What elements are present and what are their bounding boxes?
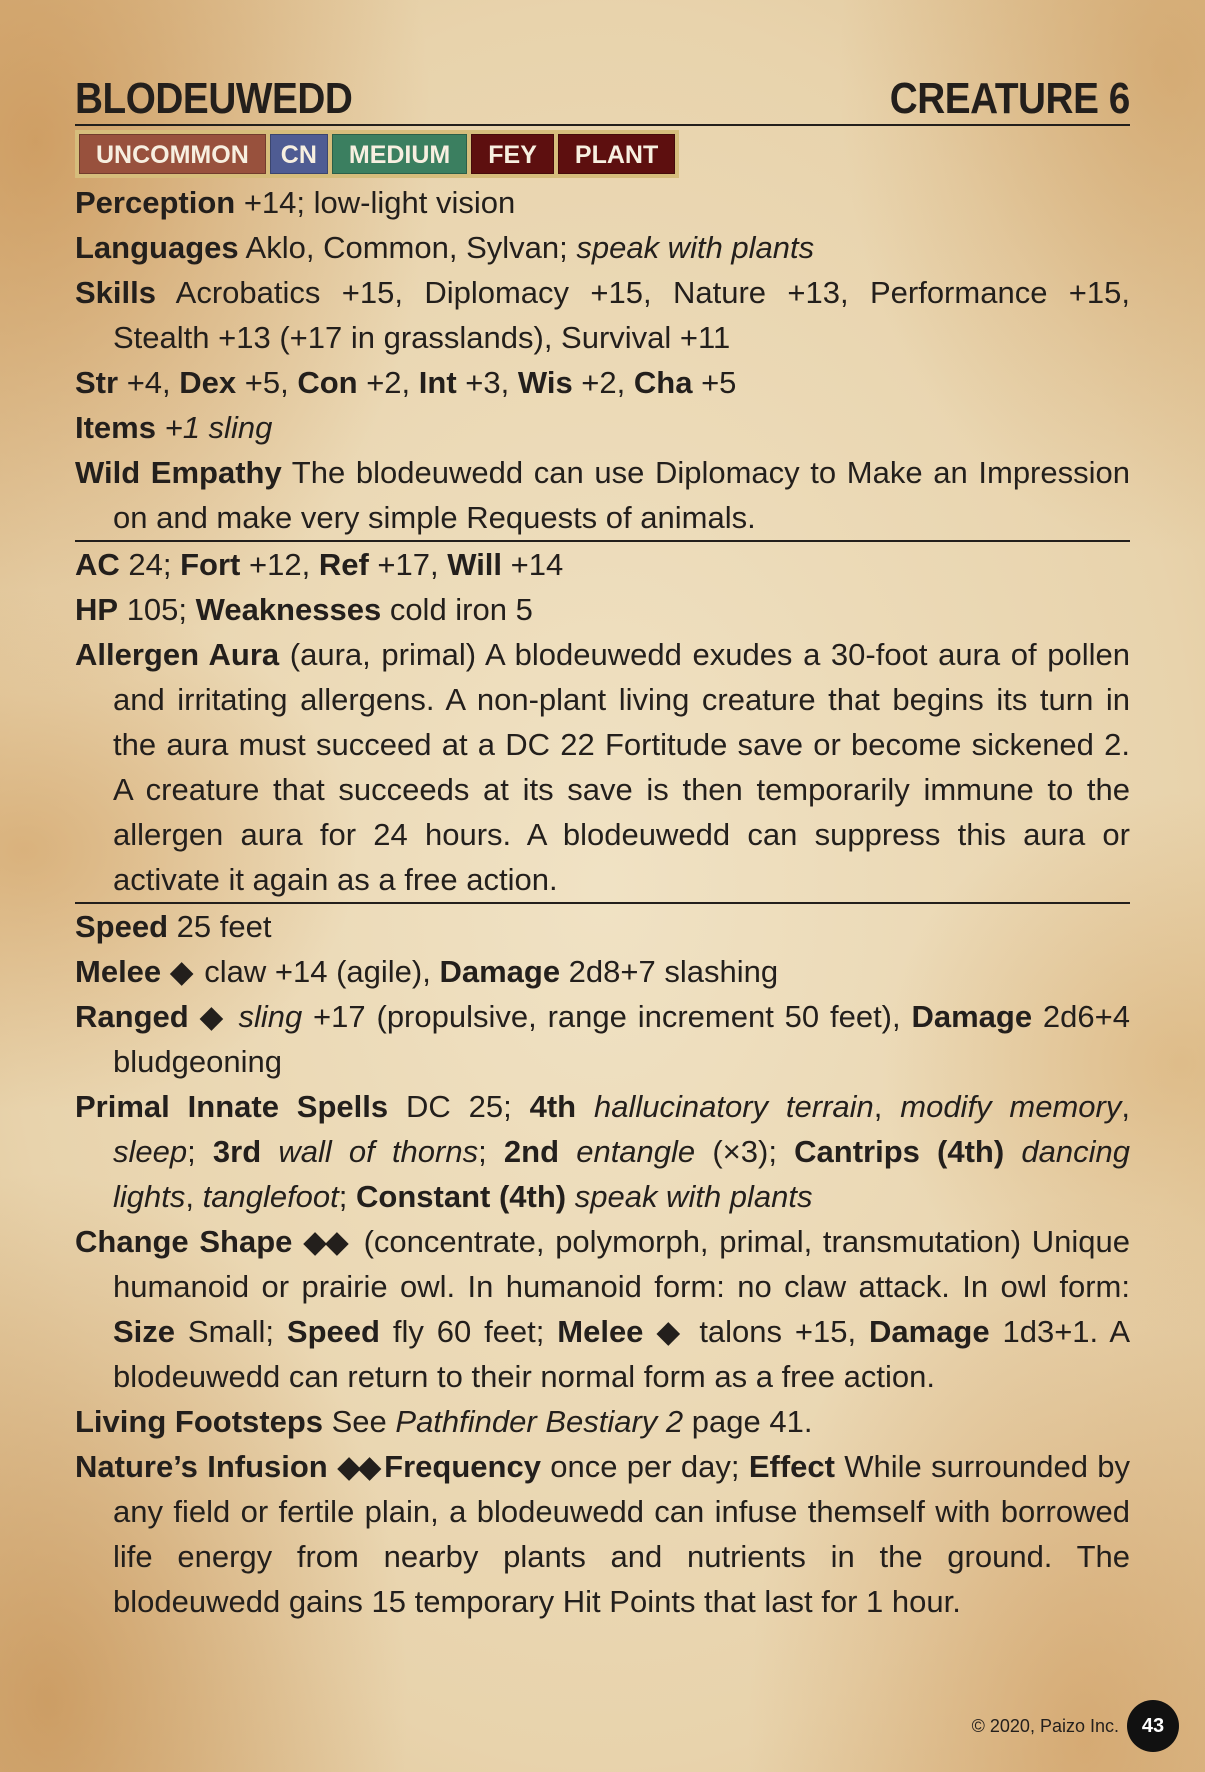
ac-value: 24; xyxy=(119,547,181,582)
weaknesses-value: cold iron 5 xyxy=(381,592,533,627)
str-value: +4, xyxy=(118,365,180,400)
change-shape-text: (concentrate, polymorph, primal, transmutation) Unique humanoid or prairie owl. In humanoid form: no claw attack. In owl form: xyxy=(113,1224,1130,1304)
wild-empathy-text: The blodeuwedd can use Diplomacy to Make an Impression on and make very simple Requests of animals. xyxy=(113,455,1130,535)
will-label: Will xyxy=(447,547,503,582)
ac-label: AC xyxy=(75,547,120,582)
two-action-icon: ◆◆ xyxy=(303,1224,347,1259)
separator: , xyxy=(185,1179,203,1214)
ranged-text: +17 (propulsive, range increment 50 feet), xyxy=(302,999,912,1034)
items-line xyxy=(75,405,1130,450)
cantrip-spell: dancing lights xyxy=(113,1134,1130,1214)
melee-line xyxy=(75,949,1130,994)
ref-label: Ref xyxy=(318,547,369,582)
dex-label: Dex xyxy=(179,365,237,400)
fort-value: +12, xyxy=(240,547,319,582)
owl-speed-label: Speed xyxy=(286,1314,380,1349)
con-label: Con xyxy=(297,365,358,400)
natures-infusion-line xyxy=(75,1444,1130,1624)
int-value: +3, xyxy=(456,365,518,400)
con-value: +2, xyxy=(357,365,419,400)
fort-label: Fort xyxy=(180,547,241,582)
skills-line xyxy=(75,270,1130,360)
skills-value: Acrobatics +15, Diplomacy +15, Nature +13, Performance +15, Stealth +13 (+17 in grasslands), Survival +11 xyxy=(113,275,1130,355)
rank-3-spell: wall of thorns xyxy=(261,1134,479,1169)
languages-line xyxy=(75,225,1130,270)
wild-empathy-line xyxy=(75,450,1130,540)
skills-label: Skills xyxy=(75,275,156,310)
owl-speed-value: fly 60 feet; xyxy=(379,1314,558,1349)
allergen-aura-line xyxy=(75,632,1130,902)
defense-line xyxy=(75,542,1130,587)
rank-4-spell: modify memory xyxy=(900,1089,1122,1124)
owl-melee-value: talons +15, xyxy=(686,1314,869,1349)
cha-label: Cha xyxy=(633,365,693,400)
speed-line xyxy=(75,904,1130,949)
hp-value: 105; xyxy=(118,592,196,627)
rank-4-spell: sleep xyxy=(113,1134,188,1169)
trait-fey: FEY xyxy=(471,134,554,174)
owl-damage-label: Damage xyxy=(869,1314,990,1349)
speed-label: Speed xyxy=(75,909,169,944)
owl-damage-value: 1d3+1. A blodeuwedd can return to their normal form as a free action. xyxy=(113,1314,1131,1394)
spells-dc: DC 25; xyxy=(388,1089,530,1124)
ranged-damage-value: 2d6+4 bludgeoning xyxy=(113,999,1130,1079)
perception-value: +14; low-light vision xyxy=(235,185,516,220)
items-value: +1 sling xyxy=(155,410,273,445)
dex-value: +5, xyxy=(236,365,298,400)
allergen-aura-text: (aura, primal) A blodeuwedd exudes a 30-foot aura of pollen and irritating allergens. A non-plant living creature that begins its turn in the aura must succeed at a DC 22 Fortitude save or become sickened 2. A creature that succeeds at its save is then temporarily immune to the allergen aura for 24 hours. A blodeuwedd can suppress this aura or activate it again as a free action. xyxy=(113,637,1130,897)
effect-value: While surrounded by any field or fertile plain, a blodeuwedd can infuse themself with borrowed life energy from nearby plants and nutrients in the ground. The blodeuwedd gains 15 temporary Hit Points that last for 1 hour. xyxy=(113,1449,1130,1619)
hp-label: HP xyxy=(75,592,119,627)
will-value: +14 xyxy=(502,547,564,582)
frequency-label: Frequency xyxy=(384,1449,541,1484)
melee-text: claw +14 (agile), xyxy=(195,954,440,989)
str-label: Str xyxy=(75,365,119,400)
separator: ; xyxy=(338,1179,357,1214)
ability-scores-line xyxy=(75,360,1130,405)
constant-label: Constant (4th) xyxy=(356,1179,567,1214)
trait-list xyxy=(75,130,679,178)
owl-size-label: Size xyxy=(113,1314,176,1349)
rank-2-spell: entangle xyxy=(559,1134,696,1169)
cantrip-spell: tanglefoot xyxy=(202,1179,339,1214)
frequency-value: once per day; xyxy=(540,1449,749,1484)
separator: ; xyxy=(478,1134,504,1169)
separator: , xyxy=(1121,1089,1130,1124)
ref-value: +17, xyxy=(368,547,448,582)
rank-3-label: 3rd xyxy=(212,1134,262,1169)
ranged-weapon: sling xyxy=(227,999,303,1034)
creature-name: BLODEUWEDD xyxy=(75,74,353,123)
ranged-damage-label: Damage xyxy=(911,999,1033,1034)
languages-value: Aklo, Common, Sylvan; xyxy=(238,230,577,265)
change-shape-line xyxy=(75,1219,1130,1399)
trait-plant: PLANT xyxy=(558,134,675,174)
trait-uncommon: UNCOMMON xyxy=(79,134,266,174)
effect-label: Effect xyxy=(748,1449,835,1484)
languages-label: Languages xyxy=(75,230,239,265)
title-row xyxy=(75,62,1130,126)
speed-value: 25 feet xyxy=(168,909,272,944)
living-footsteps-source: Pathfinder Bestiary 2 xyxy=(395,1404,684,1439)
cha-value: +5 xyxy=(692,365,737,400)
languages-italic: speak with plants xyxy=(576,230,815,265)
ranged-line xyxy=(75,994,1130,1084)
perception-label: Perception xyxy=(75,185,236,220)
melee-damage-label: Damage xyxy=(439,954,561,989)
owl-melee-label: Melee xyxy=(557,1314,644,1349)
rank-4-label: 4th xyxy=(529,1089,577,1124)
wis-value: +2, xyxy=(572,365,634,400)
weaknesses-label: Weaknesses xyxy=(195,592,382,627)
items-label: Items xyxy=(75,410,156,445)
rank-2-label: 2nd xyxy=(503,1134,560,1169)
cantrips-label: Cantrips (4th) xyxy=(794,1134,1005,1169)
rank-4-spell: hallucinatory terrain xyxy=(576,1089,874,1124)
perception-line xyxy=(75,180,1130,225)
ranged-label: Ranged xyxy=(75,999,189,1034)
copyright-text: © 2020, Paizo Inc. xyxy=(971,1715,1119,1736)
two-action-icon: ◆◆ xyxy=(337,1449,379,1484)
change-shape-label: Change Shape xyxy=(75,1224,293,1259)
trait-size: MEDIUM xyxy=(332,134,467,174)
single-action-icon: ◆ xyxy=(169,954,190,989)
owl-size-value: Small; xyxy=(175,1314,287,1349)
trait-alignment: CN xyxy=(270,134,328,174)
living-footsteps-line xyxy=(75,1399,1130,1444)
wild-empathy-label: Wild Empathy xyxy=(75,455,282,490)
rank-2-count: (×3); xyxy=(695,1134,795,1169)
wis-label: Wis xyxy=(517,365,573,400)
melee-damage-value: 2d8+7 slashing xyxy=(560,954,779,989)
constant-spell: speak with plants xyxy=(566,1179,813,1214)
stat-block xyxy=(75,62,1130,1624)
separator: , xyxy=(873,1089,901,1124)
page-number-badge: 43 xyxy=(1127,1700,1179,1752)
hp-line xyxy=(75,587,1130,632)
int-label: Int xyxy=(418,365,457,400)
living-footsteps-text: See xyxy=(323,1404,396,1439)
spells-label: Primal Innate Spells xyxy=(75,1089,389,1124)
single-action-icon: ◆ xyxy=(656,1314,681,1349)
living-footsteps-label: Living Footsteps xyxy=(75,1404,323,1439)
allergen-aura-label: Allergen Aura xyxy=(75,637,280,672)
single-action-icon: ◆ xyxy=(199,999,222,1034)
creature-level: CREATURE 6 xyxy=(889,74,1130,123)
natures-infusion-label: Nature’s Infusion xyxy=(75,1449,328,1484)
melee-label: Melee xyxy=(75,954,162,989)
separator: ; xyxy=(187,1134,213,1169)
living-footsteps-page: page 41. xyxy=(683,1404,813,1439)
spells-line xyxy=(75,1084,1130,1219)
page-footer xyxy=(972,1700,1179,1752)
